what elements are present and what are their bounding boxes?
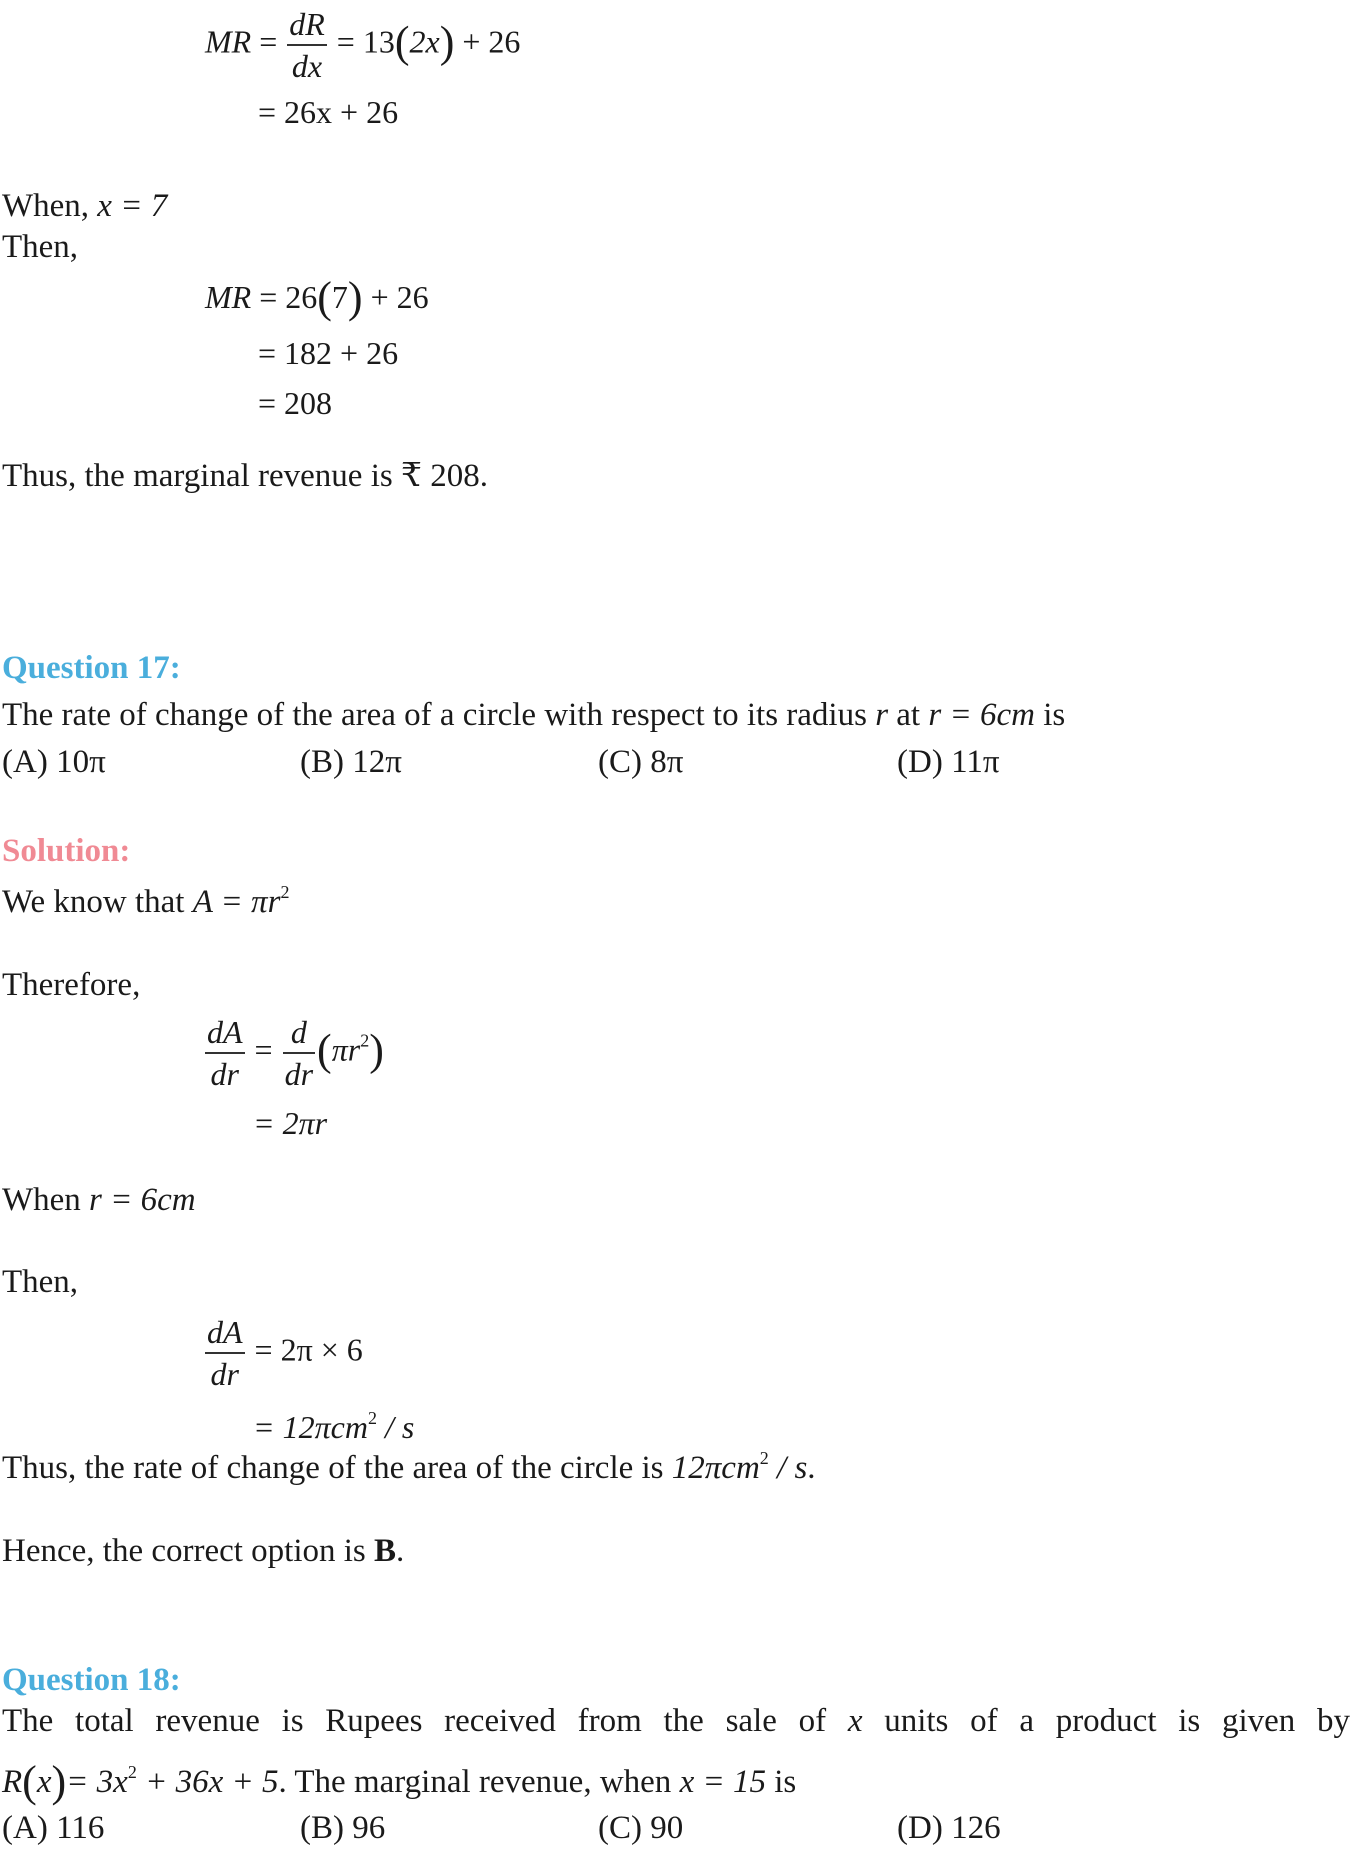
word: from — [577, 1703, 642, 1739]
fraction-numerator: dA — [205, 1312, 245, 1354]
hence-text: Hence, the correct option is — [2, 1533, 366, 1569]
calc-inner: 7 — [331, 279, 348, 315]
units-value: x = 15 — [679, 1764, 766, 1800]
mr-lhs: MR — [205, 23, 252, 60]
then-label: Then, — [2, 229, 79, 265]
mr-rhs-inner: 2x — [409, 23, 440, 60]
fraction-numerator: d — [283, 1012, 315, 1054]
question-text: . The marginal revenue, when — [278, 1764, 672, 1800]
derivative-substitution — [203, 1312, 363, 1394]
question-18-line-2 — [2, 1757, 797, 1806]
word: units — [884, 1703, 949, 1739]
fraction-numerator: dA — [205, 1012, 245, 1054]
paren-open: ( — [394, 17, 410, 67]
period: . — [396, 1533, 405, 1569]
calc-coefficient: = 26 — [259, 279, 318, 315]
when-radius-line — [2, 1180, 196, 1220]
da-dr-fraction — [205, 1012, 245, 1094]
d-dr-operator — [283, 1012, 315, 1094]
fraction-numerator: dR — [287, 4, 327, 46]
derivative-result: = 2πr — [253, 1105, 328, 1141]
word: The — [2, 1703, 54, 1739]
da-dr-fraction — [205, 1312, 245, 1394]
word: sale — [725, 1703, 777, 1739]
option-label: (B) — [300, 744, 344, 780]
exponent: 2 — [280, 882, 290, 902]
word: is — [281, 1703, 304, 1739]
fraction-denominator: dr — [284, 1056, 314, 1092]
word: of — [798, 1703, 827, 1739]
mr-substitution — [205, 273, 429, 322]
paren-open: ( — [22, 1757, 37, 1806]
question-text-is: is — [774, 1764, 797, 1800]
solution-heading: Solution: — [2, 833, 131, 869]
substitution-rhs: = 2π × 6 — [254, 1331, 363, 1368]
correct-answer: B — [374, 1533, 397, 1569]
question-text: The rate of change of the area of a circle with respect to its radius — [2, 697, 867, 733]
mr-result: = 208 — [258, 385, 333, 421]
equals-sign: = — [259, 23, 278, 60]
word: revenue — [155, 1703, 260, 1739]
paren-close: ) — [347, 273, 363, 322]
option-value: 126 — [951, 1810, 1001, 1846]
option-value: 12π — [352, 744, 402, 780]
q17-option-a — [2, 742, 106, 782]
radius-value: r = 6cm — [928, 697, 1035, 733]
derivative-inner: πr — [331, 1031, 361, 1068]
then-label: Then, — [2, 1264, 79, 1300]
mr-lhs: MR — [205, 279, 252, 315]
exponent: 2 — [127, 1762, 137, 1782]
word: the — [663, 1703, 704, 1739]
units-variable: x — [847, 1703, 863, 1739]
know-text: We know that — [2, 884, 185, 920]
option-value: 96 — [352, 1810, 386, 1846]
word: Rupees — [325, 1703, 423, 1739]
question-18-line-1 — [2, 1701, 1350, 1741]
paren-open: ( — [317, 1025, 332, 1075]
word: of — [970, 1703, 998, 1739]
exponent: 2 — [367, 1408, 377, 1428]
when-expression: x = 7 — [97, 188, 168, 224]
option-label: (C) — [598, 744, 642, 780]
option-label: (C) — [598, 1810, 642, 1846]
mr-derivative-equation — [205, 4, 520, 86]
fraction-denominator: dr — [210, 1356, 239, 1392]
rate-conclusion — [2, 1448, 816, 1488]
mr-simplified: = 26x + 26 — [258, 94, 399, 130]
when-label: When — [2, 1182, 81, 1218]
word: total — [75, 1703, 134, 1739]
area-derivative-equation — [203, 1012, 384, 1094]
word: by — [1317, 1703, 1350, 1739]
option-value: 10π — [56, 744, 106, 780]
option-label: (A) — [2, 1810, 48, 1846]
word: given — [1221, 1703, 1296, 1739]
equals-sign: = — [254, 1031, 273, 1068]
mr-rhs-coefficient: = 13 — [336, 23, 395, 60]
area-formula: A = πr — [192, 884, 281, 920]
question-18-heading: Question 18: — [2, 1662, 181, 1698]
exponent: 2 — [759, 1448, 769, 1468]
q18-option-a — [2, 1808, 104, 1848]
mr-sum: = 182 + 26 — [258, 335, 399, 371]
therefore-label: Therefore, — [2, 967, 141, 1003]
period: . — [807, 1450, 816, 1486]
exponent: 2 — [360, 1030, 370, 1051]
conclusion-text: Thus, the rate of change of the area of the circle is — [2, 1450, 664, 1486]
area-formula-line — [2, 882, 289, 922]
option-value: 11π — [951, 744, 1000, 780]
option-label: (B) — [300, 1810, 344, 1846]
result-unit: / s — [384, 1409, 415, 1445]
function-arg: x — [36, 1764, 52, 1800]
when-label: When, — [2, 188, 90, 224]
revenue-function: R — [2, 1764, 23, 1800]
calc-constant: + 26 — [370, 279, 429, 315]
option-value: 90 — [650, 1810, 684, 1846]
result-value: = 12πcm — [253, 1409, 368, 1445]
revenue-term-1: = 3x — [66, 1764, 128, 1800]
correct-option-statement — [2, 1531, 404, 1571]
revenue-remaining-terms: + 36x + 5 — [145, 1764, 279, 1800]
word: product — [1055, 1703, 1157, 1739]
question-17-heading: Question 17: — [2, 650, 181, 686]
option-value: 116 — [56, 1810, 105, 1846]
question-text-at: at — [896, 697, 921, 733]
dr-dx-fraction — [287, 4, 327, 86]
paren-close: ) — [369, 1025, 384, 1075]
q18-option-c — [598, 1808, 683, 1848]
q18-option-b — [300, 1808, 385, 1848]
q17-option-c — [598, 742, 683, 782]
q17-option-d — [897, 742, 1000, 782]
when-expression: r = 6cm — [89, 1182, 196, 1218]
q17-option-b — [300, 742, 402, 782]
word: a — [1019, 1703, 1034, 1739]
fraction-denominator: dx — [291, 48, 323, 84]
option-label: (A) — [2, 744, 48, 780]
radius-variable: r — [875, 697, 889, 733]
paren-close: ) — [439, 17, 455, 67]
question-17-text — [2, 695, 1065, 735]
option-value: 8π — [650, 744, 684, 780]
word: received — [444, 1703, 556, 1739]
fraction-denominator: dr — [210, 1056, 239, 1092]
conclusion-value: 12πcm — [671, 1450, 760, 1486]
option-label: (D) — [897, 1810, 943, 1846]
paren-open: ( — [317, 273, 332, 322]
conclusion-unit: / s — [777, 1450, 808, 1486]
paren-close: ) — [51, 1757, 67, 1806]
when-x-line — [2, 186, 167, 226]
word: is — [1178, 1703, 1201, 1739]
question-text-is: is — [1043, 697, 1066, 733]
marginal-revenue-conclusion: Thus, the marginal revenue is ₹ 208. — [2, 458, 488, 494]
q18-option-d — [897, 1808, 1001, 1848]
option-label: (D) — [897, 744, 943, 780]
mr-rhs-constant: + 26 — [462, 23, 521, 60]
derivative-value — [253, 1408, 414, 1446]
